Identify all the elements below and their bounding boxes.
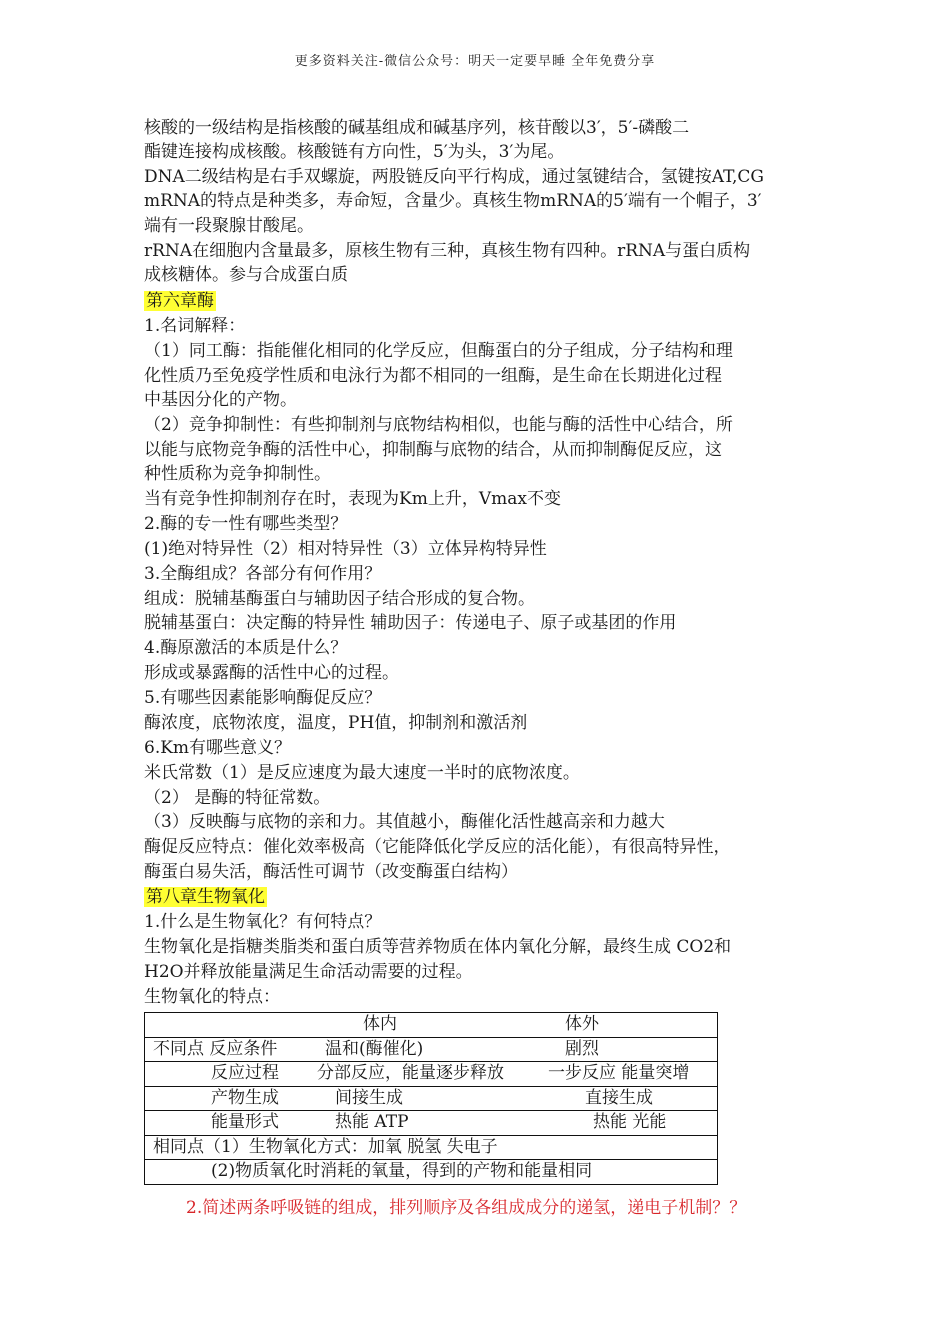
text-line: H2O并释放能量满足生命活动需要的过程。 [144,962,473,982]
text-line: 化性质乃至免疫学性质和电泳行为都不相同的一组酶，是生命在长期进化过程 [144,366,722,386]
text-line: 生物氧化是指糖类脂类和蛋白质等营养物质在体内氧化分解，最终生成 CO2和 [144,937,732,957]
text-line: 5.有哪些因素能影响酶促反应？ [144,688,382,708]
text-line: rRNA在细胞内含量最多，原核生物有三种，真核生物有四种。rRNA与蛋白质构 [144,241,751,261]
text-line: 种性质称为竞争抑制性。 [144,464,331,484]
table-header-row [145,1013,718,1038]
text-line: （3）反映酶与底物的亲和力。其值越小，酶催化活性越高亲和力越大 [144,812,665,832]
chapter-6-heading: 第六章酶 [146,291,214,311]
row-in-vivo: 温和(酶催化) [325,1038,424,1059]
text-line: 酶促反应特点：催化效率极高（它能降低化学反应的活化能），有很高特异性， [144,837,731,857]
text-line: 中基因分化的产物。 [144,390,297,410]
table-row [145,1135,718,1160]
row-in-vitro: 一步反应 能量突增 [548,1063,690,1083]
text-line: 酶浓度，底物浓度，温度，PH值，抑制剂和激活剂 [144,713,528,733]
row-in-vivo: 热能 ATP [335,1112,409,1132]
text-line: 核酸的一级结构是指核酸的碱基组成和碱基序列，核苷酸以3′，5′-磷酸二 [144,118,690,138]
same-points-1: 相同点（1）生物氧化方式：加氧 脱氢 失电子 [153,1136,498,1157]
row-in-vitro: 热能 光能 [593,1112,667,1132]
text-line: 形成或暴露酶的活性中心的过程。 [144,663,399,683]
text-line: 1.什么是生物氧化？有何特点？ [144,912,382,932]
table-row [145,1062,718,1087]
text-line: 酯键连接构成核酸。核酸链有方向性，5′为头，3′为尾。 [144,142,565,162]
text-line: （1）同工酶：指能催化相同的化学反应，但酶蛋白的分子组成，分子结构和理 [144,341,733,361]
row-label: 产物生成 [211,1087,279,1108]
text-line: （2） 是酶的特征常数。 [144,788,331,808]
text-line: 端有一段聚腺甘酸尾。 [144,216,314,236]
text-line: 当有竞争性抑制剂存在时，表现为Km上升，Vmax不变 [144,489,561,509]
row-in-vivo: 分部反应，能量逐步释放 [317,1063,504,1083]
row-label: 能量形式 [211,1112,279,1132]
text-line: 6.Km有哪些意义？ [144,738,292,758]
row-in-vitro: 剧烈 [565,1038,599,1059]
question-respiratory-chain: 2.简述两条呼吸链的组成，排列顺序及各组成成分的递氢，递电子机制？？ [186,1198,747,1218]
table-row [145,1160,718,1185]
table-row [145,1111,718,1136]
table-row [145,1086,718,1111]
text-line: 脱辅基蛋白：决定酶的特异性 辅助因子：传递电子、原子或基团的作用 [144,613,677,633]
text-line: DNA二级结构是右手双螺旋，两股链反向平行构成，通过氢键结合，氢键按AT,CG [144,167,764,187]
oxidation-comparison-table [144,1012,718,1185]
text-line: 3.全酶组成？各部分有何作用？ [144,564,382,584]
table-row [145,1037,718,1062]
text-line: mRNA的特点是种类多，寿命短，含量少。真核生物mRNA的5′端有一个帽子，3′ [144,191,762,211]
text-line: 酶蛋白易失活，酶活性可调节（改变酶蛋白结构） [144,862,518,882]
text-line: 以能与底物竞争酶的活性中心，抑制酶与底物的结合，从而抑制酶促反应，这 [144,440,722,460]
text-line: 1.名词解释： [144,316,246,336]
text-line: 2.酶的专一性有哪些类型？ [144,514,348,534]
row-in-vivo: 间接生成 [335,1087,403,1108]
text-line: 组成：脱辅基酶蛋白与辅助因子结合形成的复合物。 [144,589,535,609]
text-line: 生物氧化的特点： [144,987,280,1007]
header-in-vivo: 体内 [363,1014,397,1034]
page-header: 更多资料关注-微信公众号：明天一定要早睡 全年免费分享 [294,54,656,69]
text-line: 成核糖体。参与合成蛋白质 [144,265,348,285]
text-line: 4.酶原激活的本质是什么？ [144,638,348,658]
text-line: (1)绝对特异性（2）相对特异性（3）立体异构特异性 [144,539,547,559]
chapter-8-heading: 第八章生物氧化 [146,887,265,907]
row-label: 反应过程 [211,1063,279,1083]
text-line: （2）竞争抑制性：有些抑制剂与底物结构相似，也能与酶的活性中心结合，所 [144,415,733,435]
row-label: 不同点 反应条件 [153,1038,278,1059]
header-in-vitro: 体外 [565,1014,599,1034]
text-line: 米氏常数（1）是反应速度为最大速度一半时的底物浓度。 [144,763,580,783]
same-points-2: (2)物质氧化时消耗的氧量，得到的产物和能量相同 [211,1161,593,1181]
row-in-vitro: 直接生成 [585,1087,653,1108]
